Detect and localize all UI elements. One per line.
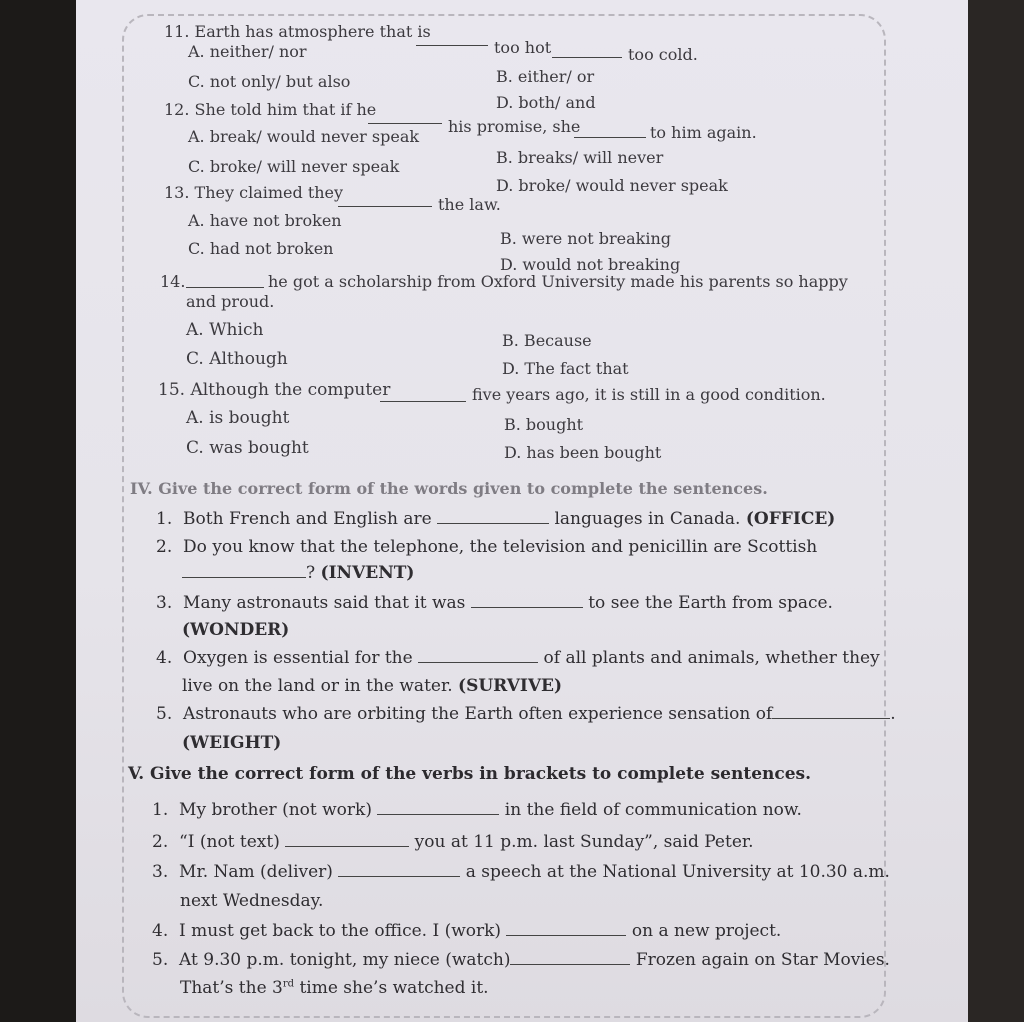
question-text: his promise, she [448,117,581,136]
section-iv-item-3 [156,593,833,613]
answer-blank [772,717,890,719]
background-edge [968,0,1024,1022]
item-number: 3. [152,862,169,882]
section-iv-item-4-cont [182,676,562,696]
item-number: 3. [156,593,173,613]
item-text: Oxygen is essential for the [183,648,413,668]
question-text: Although the computer [190,380,391,400]
option-c: C. Although [186,349,288,369]
answer-blank [574,136,646,138]
question-text: five years ago, it is still in a good condition. [472,385,826,404]
answer-blank [377,813,499,815]
option-b: B. bought [504,415,584,434]
item-text: That’s the 3 [180,978,283,998]
item-text: time she’s watched it. [294,978,489,998]
option-c: C. was bought [186,438,309,458]
question-text: too hot [494,38,552,57]
section-v-item-5 [152,950,890,970]
section-iv-item-2 [156,537,817,557]
option-d: D. has been bought [504,443,662,462]
item-number: 1. [156,509,173,529]
option-a: A. have not broken [188,211,342,230]
item-text: . [890,704,896,724]
answer-blank [285,845,409,847]
keyword: (OFFICE) [745,509,836,529]
section-iv-item-2-cont [182,563,414,583]
option-b: B. were not breaking [500,229,672,248]
item-number: 1. [152,800,169,820]
item-text: Many astronauts said that it was [183,593,466,613]
question-text: and proud. [186,292,275,311]
question-text: She told him that if he [194,100,377,119]
item-text: Mr. Nam (deliver) [179,862,333,882]
question-text: They claimed they [194,183,344,202]
answer-blank [418,661,538,663]
section-iv-item-4 [156,648,880,668]
item-text: At 9.30 p.m. tonight, my niece (watch) [179,950,511,970]
answer-blank [471,606,583,608]
item-text: to see the Earth from space. [588,593,833,613]
item-text: “I (not text) [179,832,280,852]
answer-blank [338,875,460,877]
question-12-stem [164,100,376,119]
question-text: the law. [438,195,501,214]
question-13-stem [164,183,343,202]
option-b: B. Because [502,331,592,350]
section-v-item-2 [152,832,754,852]
item-text: next Wednesday. [180,891,324,911]
item-text: of all plants and animals, whether they [543,648,880,668]
question-text: too cold. [628,45,698,64]
option-a: A. break/ would never speak [188,127,420,146]
keyword: (WONDER) [182,620,290,640]
answer-blank [552,56,622,58]
question-text: he got a scholarship from Oxford University made his parents so happy [268,272,848,291]
item-text: ? [306,563,316,583]
option-a: A. is bought [186,408,290,428]
option-d: D. both/ and [496,93,596,112]
answer-blank [182,576,306,578]
option-d: D. The fact that [502,359,629,378]
item-text: in the field of communication now. [504,800,802,820]
item-text: languages in Canada. [554,509,741,529]
option-a: A. Which [186,320,264,340]
item-number: 5. [156,704,173,724]
keyword: (SURVIVE) [458,676,563,696]
section-iv-item-1 [156,509,835,529]
question-number: 11. [164,22,190,41]
item-number: 2. [156,537,173,557]
answer-blank [437,522,549,524]
option-c: C. had not broken [188,239,334,258]
option-d: D. broke/ would never speak [496,176,728,195]
answer-blank [416,44,488,46]
keyword: (WEIGHT) [182,733,282,753]
item-text: My brother (not work) [179,800,372,820]
answer-blank [338,205,432,207]
section-iv-title: IV. Give the correct form of the words given to complete the sentences. [130,479,768,498]
section-v-item-5-cont [180,978,489,998]
answer-blank [380,400,466,402]
item-number: 4. [152,921,169,941]
question-text: Earth has atmosphere that is [194,22,431,41]
question-15-stem [158,380,390,400]
question-number: 12. [164,100,190,119]
option-c: C. broke/ will never speak [188,157,400,176]
question-number: 13. [164,183,190,202]
question-11-stem [164,22,431,41]
question-number: 14. [160,272,186,291]
item-text: live on the land or in the water. [182,676,453,696]
item-text: on a new project. [631,921,782,941]
section-iv-item-5 [156,704,896,724]
question-text: to him again. [650,123,757,142]
section-v-item-4 [152,921,781,941]
option-d: D. would not breaking [500,255,681,274]
option-a: A. neither/ nor [188,42,307,61]
option-b: B. breaks/ will never [496,148,664,167]
item-text: Both French and English are [183,509,432,529]
item-number: 5. [152,950,169,970]
item-text: Do you know that the telephone, the television and penicillin are Scottish [183,537,818,557]
ordinal-suffix: rd [282,978,295,990]
item-number: 2. [152,832,169,852]
item-text: you at 11 p.m. last Sunday”, said Peter. [414,832,754,852]
option-c: C. not only/ but also [188,72,351,91]
section-v-item-3 [152,862,890,882]
item-number: 4. [156,648,173,668]
item-text: Astronauts who are orbiting the Earth often experience sensation of [183,704,773,724]
section-v-item-1 [152,800,802,820]
answer-blank [368,122,442,124]
item-text: I must get back to the office. I (work) [179,921,502,941]
answer-blank [510,963,630,965]
question-number: 15. [158,380,186,400]
answer-blank [186,286,264,288]
answer-blank [506,934,626,936]
worksheet-page [76,0,968,1022]
option-b: B. either/ or [496,67,595,86]
keyword: (INVENT) [320,563,415,583]
item-text: a speech at the National University at 10.30 a.m. [465,862,890,882]
section-v-title: V. Give the correct form of the verbs in brackets to complete sentences. [128,764,812,784]
item-text: Frozen again on Star Movies. [635,950,890,970]
